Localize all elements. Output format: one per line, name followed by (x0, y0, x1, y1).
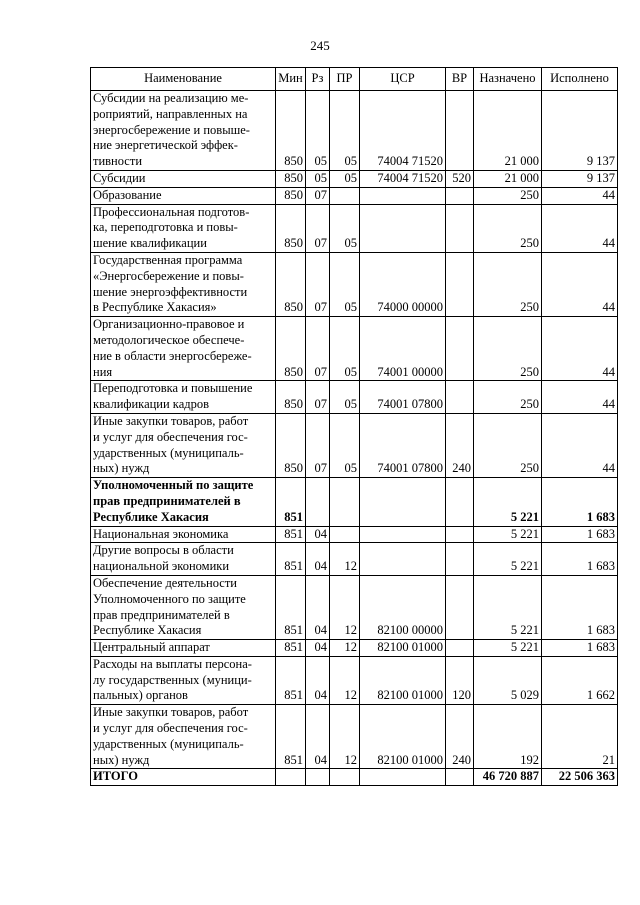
cell-executed: 9 137 (542, 170, 618, 187)
cell-min: 850 (276, 204, 306, 252)
cell-min: 851 (276, 543, 306, 576)
total-rz (306, 769, 330, 786)
cell-csr: 82100 01000 (360, 640, 446, 657)
cell-executed: 44 (542, 317, 618, 381)
cell-name: Субсидии на реализацию ме- роприятий, направленных на энергосбережение и повыше- ние энергетической эффек- тивности (91, 91, 276, 171)
table-row (91, 317, 618, 381)
cell-rz: 04 (306, 543, 330, 576)
table-row (91, 413, 618, 477)
cell-assigned: 250 (474, 187, 542, 204)
total-csr (360, 769, 446, 786)
cell-csr (360, 187, 446, 204)
cell-csr: 74001 07800 (360, 381, 446, 414)
cell-pr (330, 526, 360, 543)
cell-vr (446, 187, 474, 204)
cell-min: 850 (276, 381, 306, 414)
cell-vr: 520 (446, 170, 474, 187)
cell-csr (360, 526, 446, 543)
cell-name: Профессиональная подготов- ка, переподготовка и повы- шение квалификации (91, 204, 276, 252)
cell-pr: 05 (330, 413, 360, 477)
header-min: Мин (276, 68, 306, 91)
cell-pr: 12 (330, 705, 360, 769)
header-csr: ЦСР (360, 68, 446, 91)
cell-name: Переподготовка и повышение квалификации кадров (91, 381, 276, 414)
table-row (91, 656, 618, 704)
cell-pr: 05 (330, 381, 360, 414)
cell-vr (446, 478, 474, 526)
total-executed: 22 506 363 (542, 769, 618, 786)
cell-name: Национальная экономика (91, 526, 276, 543)
cell-name: Субсидии (91, 170, 276, 187)
cell-vr (446, 317, 474, 381)
cell-assigned: 5 029 (474, 656, 542, 704)
table-row (91, 640, 618, 657)
budget-table (90, 67, 618, 786)
header-executed: Исполнено (542, 68, 618, 91)
cell-assigned: 21 000 (474, 91, 542, 171)
cell-vr (446, 640, 474, 657)
cell-csr (360, 543, 446, 576)
cell-vr (446, 526, 474, 543)
table-row (91, 170, 618, 187)
cell-min: 851 (276, 640, 306, 657)
cell-name: Иные закупки товаров, работ и услуг для обеспечения гос- ударственных (муниципаль- ных) нужд (91, 705, 276, 769)
total-row (91, 769, 618, 786)
cell-csr: 74000 00000 (360, 252, 446, 316)
table-row (91, 204, 618, 252)
cell-csr (360, 204, 446, 252)
header-vr: ВР (446, 68, 474, 91)
cell-rz: 04 (306, 526, 330, 543)
cell-assigned: 250 (474, 252, 542, 316)
cell-pr: 12 (330, 640, 360, 657)
cell-executed: 44 (542, 413, 618, 477)
cell-min: 850 (276, 91, 306, 171)
cell-name: Другие вопросы в области национальной экономики (91, 543, 276, 576)
cell-executed: 44 (542, 252, 618, 316)
cell-vr (446, 204, 474, 252)
cell-rz: 04 (306, 575, 330, 639)
cell-assigned: 250 (474, 381, 542, 414)
cell-executed: 44 (542, 381, 618, 414)
cell-executed: 1 683 (542, 543, 618, 576)
cell-vr (446, 543, 474, 576)
cell-executed: 1 683 (542, 575, 618, 639)
cell-csr: 82100 00000 (360, 575, 446, 639)
header-rz: Рз (306, 68, 330, 91)
cell-vr (446, 381, 474, 414)
cell-csr: 74001 00000 (360, 317, 446, 381)
cell-min: 850 (276, 187, 306, 204)
cell-min: 851 (276, 705, 306, 769)
table-row (91, 543, 618, 576)
cell-name: Организационно-правовое и методологическое обеспече- ние в области энергосбереже- ния (91, 317, 276, 381)
page-number: 245 (310, 38, 330, 53)
cell-min: 851 (276, 526, 306, 543)
cell-csr: 74004 71520 (360, 91, 446, 171)
cell-vr (446, 575, 474, 639)
table-row (91, 252, 618, 316)
header-pr: ПР (330, 68, 360, 91)
header-assigned: Назначено (474, 68, 542, 91)
cell-pr: 05 (330, 91, 360, 171)
cell-name: Образование (91, 187, 276, 204)
cell-assigned: 250 (474, 413, 542, 477)
cell-vr: 240 (446, 413, 474, 477)
cell-min: 851 (276, 575, 306, 639)
cell-executed: 21 (542, 705, 618, 769)
cell-pr (330, 187, 360, 204)
cell-name: Центральный аппарат (91, 640, 276, 657)
cell-csr: 74001 07800 (360, 413, 446, 477)
cell-name: Уполномоченный по защите прав предпринимателей в Республике Хакасия (91, 478, 276, 526)
cell-rz: 07 (306, 204, 330, 252)
total-vr (446, 769, 474, 786)
table-row (91, 478, 618, 526)
cell-csr (360, 478, 446, 526)
cell-csr: 74004 71520 (360, 170, 446, 187)
cell-name: Обеспечение деятельности Уполномоченного по защите прав предпринимателей в Республике Хакасия (91, 575, 276, 639)
cell-executed: 1 683 (542, 526, 618, 543)
total-assigned: 46 720 887 (474, 769, 542, 786)
table-row (91, 526, 618, 543)
cell-executed: 1 662 (542, 656, 618, 704)
total-pr (330, 769, 360, 786)
cell-name: Иные закупки товаров, работ и услуг для обеспечения гос- ударственных (муниципаль- ных) нужд (91, 413, 276, 477)
cell-pr: 12 (330, 575, 360, 639)
cell-min: 850 (276, 413, 306, 477)
table-row (91, 575, 618, 639)
cell-pr: 05 (330, 204, 360, 252)
table-row (91, 91, 618, 171)
cell-executed: 44 (542, 187, 618, 204)
cell-rz: 07 (306, 317, 330, 381)
cell-assigned: 5 221 (474, 526, 542, 543)
cell-min: 851 (276, 656, 306, 704)
cell-pr: 12 (330, 656, 360, 704)
cell-pr: 05 (330, 170, 360, 187)
cell-min: 850 (276, 252, 306, 316)
cell-assigned: 5 221 (474, 543, 542, 576)
cell-name: Государственная программа «Энергосбережение и повы- шение энергоэффективности в Республике Хакасия» (91, 252, 276, 316)
cell-vr (446, 91, 474, 171)
cell-pr (330, 478, 360, 526)
cell-csr: 82100 01000 (360, 656, 446, 704)
cell-executed: 1 683 (542, 640, 618, 657)
cell-executed: 9 137 (542, 91, 618, 171)
table-row (91, 705, 618, 769)
cell-assigned: 5 221 (474, 478, 542, 526)
cell-vr: 120 (446, 656, 474, 704)
cell-assigned: 250 (474, 204, 542, 252)
cell-rz (306, 478, 330, 526)
cell-vr (446, 252, 474, 316)
table-row (91, 187, 618, 204)
cell-executed: 1 683 (542, 478, 618, 526)
cell-assigned: 21 000 (474, 170, 542, 187)
cell-assigned: 192 (474, 705, 542, 769)
cell-rz: 07 (306, 187, 330, 204)
cell-rz: 07 (306, 381, 330, 414)
cell-rz: 05 (306, 91, 330, 171)
cell-pr: 05 (330, 252, 360, 316)
cell-rz: 04 (306, 656, 330, 704)
total-label: ИТОГО (91, 769, 276, 786)
table-body (91, 91, 618, 769)
cell-min: 850 (276, 170, 306, 187)
cell-pr: 05 (330, 317, 360, 381)
table-row (91, 381, 618, 414)
cell-rz: 04 (306, 705, 330, 769)
cell-rz: 04 (306, 640, 330, 657)
cell-rz: 07 (306, 413, 330, 477)
total-min (276, 769, 306, 786)
cell-executed: 44 (542, 204, 618, 252)
header-name: Наименование (91, 68, 276, 91)
cell-rz: 05 (306, 170, 330, 187)
cell-min: 851 (276, 478, 306, 526)
cell-pr: 12 (330, 543, 360, 576)
table-header-row (91, 68, 618, 91)
cell-vr: 240 (446, 705, 474, 769)
cell-assigned: 5 221 (474, 575, 542, 639)
cell-csr: 82100 01000 (360, 705, 446, 769)
cell-name: Расходы на выплаты персона- лу государственных (муници- пальных) органов (91, 656, 276, 704)
cell-assigned: 250 (474, 317, 542, 381)
cell-rz: 07 (306, 252, 330, 316)
cell-assigned: 5 221 (474, 640, 542, 657)
cell-min: 850 (276, 317, 306, 381)
